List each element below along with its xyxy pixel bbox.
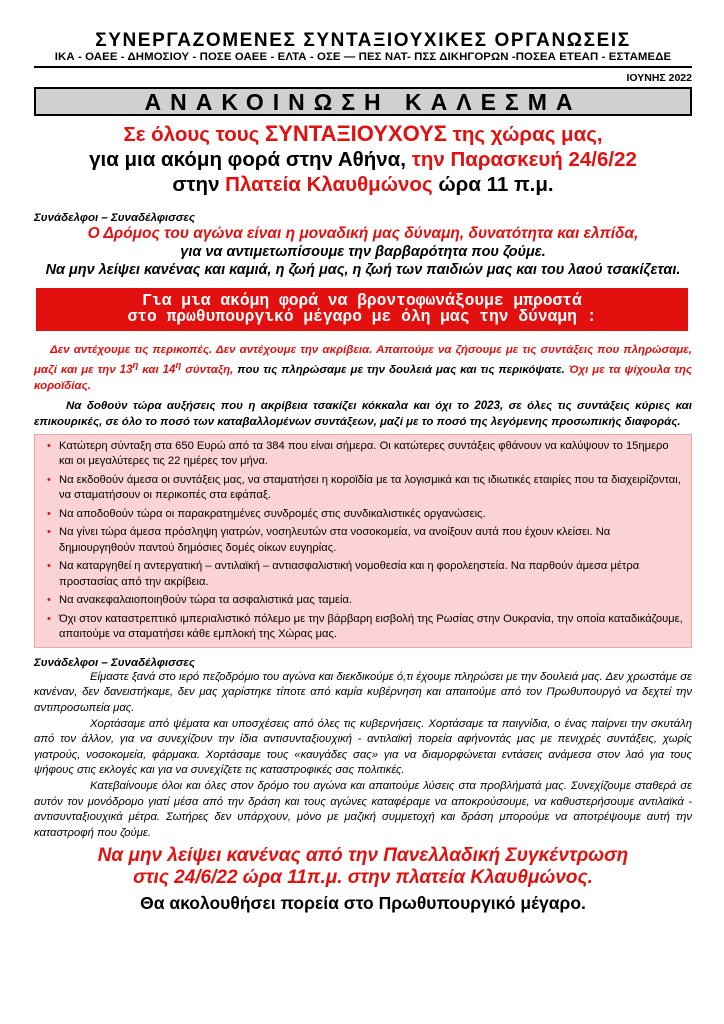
slogan-line-1: Για μια ακόμη φορά να βροντοφωνάξουμε μπροστά — [142, 291, 582, 310]
superscript: η — [175, 360, 182, 371]
motto-line-1: Ο Δρόμος του αγώνα είναι η μοναδική μας δύναμη, δυνατότητα και ελπίδα, — [87, 225, 639, 242]
demands-list — [47, 439, 685, 643]
callout-emphasis: ΣΥΝΤΑΞΙΟΥΧΟΥΣ — [265, 121, 447, 146]
organizations-title: ΣΥΝΕΡΓΑΖΟΜΕΝΕΣ ΣΥΝΤΑΞΙΟΥΧΙΚΕΣ ΟΡΓΑΝΩΣΕΙΣ — [95, 30, 631, 51]
demand-text: Να γίνει τώρα άμεσα πρόσληψη γιατρών, νοσηλευτών στα νοσοκομεία, να ανοίξουν αυτά που έχουν κλείσει. Να δημιουργηθούν παντού δημόσιες δομές οίκων ευγηρίας. — [59, 526, 611, 554]
motto-line-2: για να αντιμετωπίσουμε την βαρβαρότητα που ζούμε. — [180, 244, 546, 260]
bullet-icon: • — [47, 439, 51, 452]
demand-item — [47, 593, 685, 609]
bullet-icon: • — [47, 526, 51, 539]
demand-item — [47, 525, 685, 556]
bullet-icon: • — [47, 507, 51, 520]
demands-box — [34, 434, 692, 648]
intro-red-text: σύνταξη, — [181, 363, 234, 376]
march-note: Θα ακολουθήσει πορεία στο Πρωθυπουργικό μέγαρο. — [140, 893, 586, 914]
demands-intro — [34, 342, 692, 394]
callout-date: την Παρασκευή 24/6/22 — [411, 148, 637, 171]
demand-item — [47, 559, 685, 590]
bullet-icon: • — [47, 560, 51, 573]
callout-line-3 — [34, 172, 692, 197]
raises-paragraph: Να δοθούν τώρα αυξήσεις που η ακρίβεια τσακίζει κόκκαλα και όχι το 2023, σε όλες τις συντάξεις κύριες και επικουρικές, σε όλο το ποσό των καταβαλλομένων συντάξεων, μαζί με το ποσό της λεγόμενης προσωπικής διαφοράς. — [34, 399, 692, 428]
issue-date: ΙΟΥΝΗΣ 2022 — [626, 72, 692, 84]
demand-text: Όχι στον καταστρεπτικό ιμπεριαλιστικό πόλεμο με την βάρβαρη εισβολή της Ρωσίας στην Ουκρανία, την οποία καταδικάζουμε, απαιτούμε να σταματήσει κάθε εμπλοκή της Χώρας μας. — [59, 612, 683, 641]
motto — [34, 225, 692, 279]
callout-location: Πλατεία Κλαυθμώνος — [225, 173, 433, 196]
rally-call-line-2: στις 24/6/22 ώρα 11π.μ. στην πλατεία Κλαυθμώνος. — [133, 867, 593, 889]
rally-call — [34, 845, 692, 889]
demand-text: Να εκδοθούν άμεσα οι συντάξεις μας, να σταματήσει η κοροϊδία με τα λογισμικά και τις ιδιωτικές εταιρίες που τα διαχειρίζονται, να σταματήσουν οι περικοπές στα εφάπαξ. — [59, 473, 681, 502]
rally-call-line-1: Να μην λείψει κανένας από την Πανελλαδική Συγκέντρωση — [97, 845, 629, 867]
call-to-action — [34, 121, 692, 197]
callout-line-2 — [34, 147, 692, 172]
bullet-icon: • — [47, 473, 51, 486]
intro-red-text: Δεν αντέχουμε τις περικοπές. Δεν αντέχουμε την ακρίβεια. Απαιτούμε να ζήσουμε με τις συντάξεις που πληρώσαμε, μαζί και με την 13 — [34, 344, 692, 376]
callout-text: της χώρας μας, — [447, 123, 603, 146]
callout-line-1 — [34, 121, 692, 147]
announcement-banner: ΑΝΑΚΟΙΝΩΣΗ ΚΑΛΕΣΜΑ — [34, 87, 692, 116]
bullet-icon: • — [47, 594, 51, 607]
intro-text: που τις πληρώσαμε με την δουλειά μας και τις περικόψατε. — [233, 363, 569, 376]
leaflet — [34, 30, 692, 914]
motto-line-3: Να μην λείψει κανένας και καμιά, η ζωή μας, η ζωή των παιδιών μας και του λαού τσακίζεται. — [45, 262, 681, 278]
demand-item — [47, 439, 685, 470]
body-paragraph-2: Χορτάσαμε από ψέματα και υποσχέσεις από όλες τις κυβερνήσεις. Χορτάσαμε τα παιγνίδια, ο ένας παίρνει την σκυτάλη από τον άλλον, για να συνεχίζουν την ίδια αντισυνταξιουχική - αντιλαϊκή πορεία αφήνοντάς μας με πενιχρές συντάξεις, χωρίς γιατρούς, νοσοκομεία, φάρμακα. Χορτάσαμε τους «καυγάδες σας» για να διαμορφώνεται εντάσεις ανάμεσα στον λαό για τους ψήφους στις εκλογές και για να συνεχίζετε τις καταστροφικές σας πολιτικές. — [34, 717, 692, 777]
intro-red-text: και 14 — [138, 363, 176, 376]
callout-text: Σε όλους τους — [123, 123, 266, 146]
demand-text: Να αποδοθούν τώρα οι παρακρατημένες συνδρομές στις συνδικαλιστικές οργανώσεις. — [59, 507, 486, 520]
callout-text: στην — [172, 173, 226, 196]
slogan-box — [36, 288, 688, 331]
superscript: η — [132, 360, 139, 371]
slogan-line-2: στο πρωθυπουργικό μέγαρο με όλη μας την δύναμη : — [127, 307, 597, 326]
bullet-icon: • — [47, 612, 51, 625]
organizations-list: ΙΚΑ - ΟΑΕΕ - ΔΗΜΟΣΙΟΥ - ΠΟΣΕ ΟΑΕΕ - ΕΛΤΑ - ΟΣΕ — ΠΕΣ ΝΑΤ- ΠΣΣ ΔΙΚΗΓΟΡΩΝ -ΠΟΣΕΑ ΕΤΕΑΠ - ΕΣΤΑΜΕΔΕ — [54, 51, 672, 63]
demand-text: Κατώτερη σύνταξη στα 650 Ευρώ από τα 384 που είναι σήμερα. Οι κατώτερες συντάξεις φθάνουν να καλύψουν το 15ημερο και οι μεγαλύτερες τις 22 ημέρες τον μήνα. — [59, 439, 669, 468]
header-divider — [34, 66, 692, 68]
demand-item — [47, 507, 685, 523]
demand-item — [47, 612, 685, 643]
body-paragraph-3: Κατεβαίνουμε όλοι και όλες στον δρόμο του αγώνα και απαιτούμε λύσεις στα προβλήματά μας. Συνεχίζουμε σταθερά σε αυτόν τον μονόδρομο γιατί μέσα από την δράση και τους αγώνες καταφέραμε να αποκρούσουμε, να καθυστερήσουμε αντιλαϊκά - αντισυνταξιουχικά μέτρα. Σωτήρες δεν υπάρχουν, μόνο με μαζική συμμετοχή και δράση μπορούμε να αποτρέψουμε αυτή την καταστροφή που ζούμε. — [34, 779, 692, 839]
body-paragraph-1: Είμαστε ξανά στο ιερό πεζοδρόμιο του αγώνα και διεκδικούμε ό,τι έχουμε πληρώσει με την δουλειά μας. Δεν χρωστάμε σε κανέναν, δεν δανειστήκαμε, δεν μας χαρίστηκε τίποτε από καμία κυβέρνηση και απαιτούμε από τον Πρωθυπουργό να δεχτεί την αντιπροσωπεία μας. — [34, 670, 692, 715]
demand-text: Να ανακεφαλαιοποιηθούν τώρα τα ασφαλιστικά μας ταμεία. — [59, 594, 353, 607]
greeting-2: Συνάδελφοι – Συναδέλφισσες — [34, 656, 196, 669]
callout-time: ώρα 11 π.μ. — [432, 173, 554, 196]
callout-text: για μια ακόμη φορά στην Αθήνα, — [89, 148, 412, 171]
greeting: Συνάδελφοι – Συναδέλφισσες — [34, 212, 196, 224]
demand-text: Να καταργηθεί η αντεργατική – αντιλαϊκή – αντιασφαλιστική νομοθεσία και η φορολεηστεία. Να παρθούν άμεσα μέτρα προστασίας από την ακρίβεια. — [59, 560, 640, 588]
demand-item — [47, 473, 685, 504]
intro-red-text: Όχι με τα ψίχουλα της κοροϊδίας. — [34, 363, 693, 392]
